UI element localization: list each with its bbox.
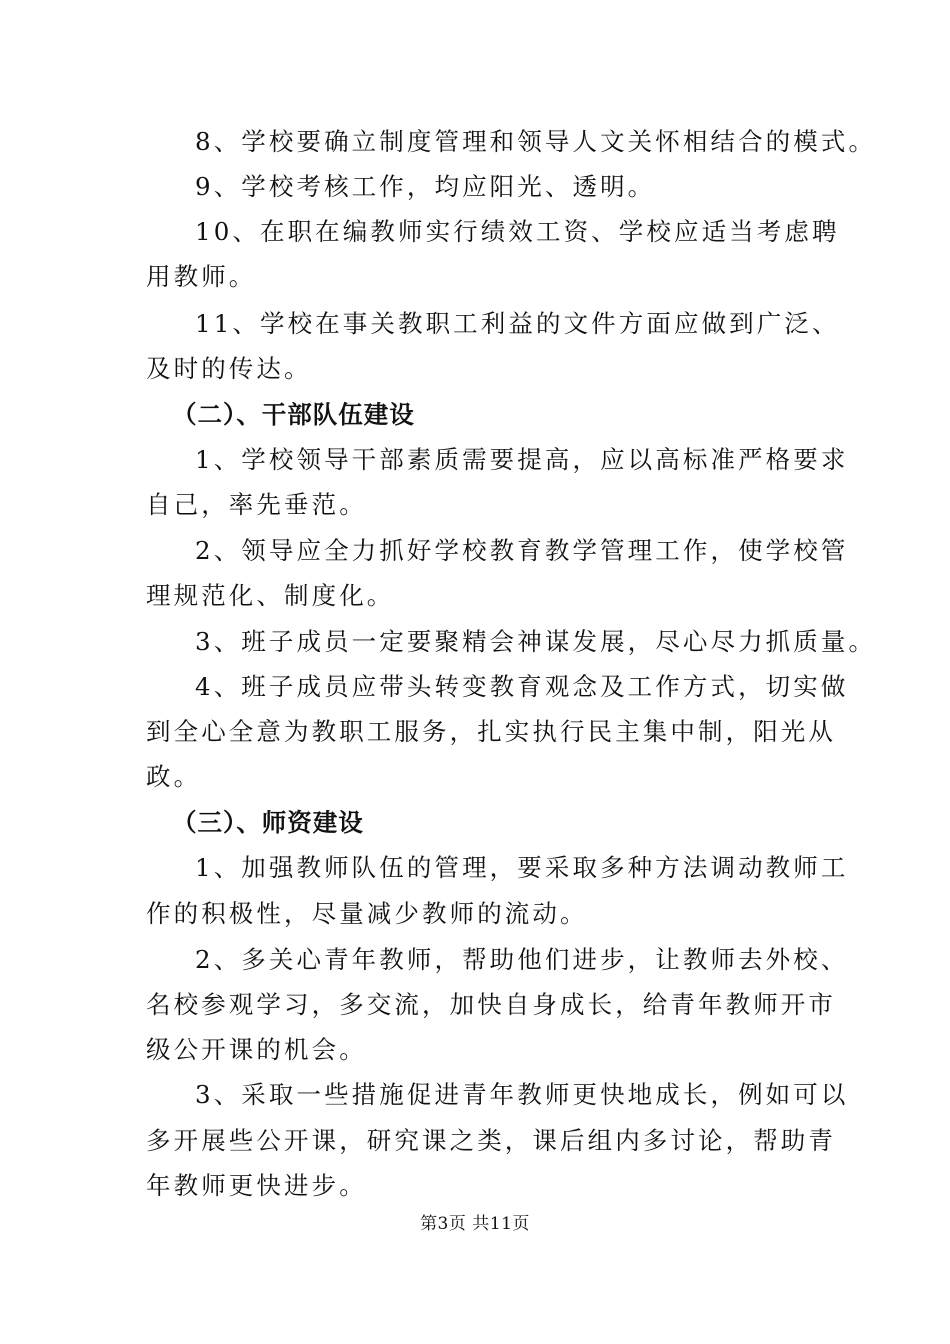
paragraph-line: 年教师更快进步。 xyxy=(146,1171,367,1200)
section-heading: （三）、师资建设 xyxy=(172,808,364,837)
paragraph-line: 理规范化、制度化。 xyxy=(146,581,395,610)
paragraph-line: 名校参观学习，多交流，加快自身成长，给青年教师开市 xyxy=(146,990,836,1019)
paragraph-line: 2、多关心青年教师，帮助他们进步，让教师去外校、 xyxy=(195,945,849,974)
paragraph-line: 8、学校要确立制度管理和领导人文关怀相结合的模式。 xyxy=(195,127,877,156)
paragraph-line: 政。 xyxy=(146,762,202,791)
paragraph-line: 自己，率先垂范。 xyxy=(146,490,367,519)
paragraph-line: 2、领导应全力抓好学校教育教学管理工作，使学校管 xyxy=(195,536,849,565)
paragraph-line: 10、在职在编教师实行绩效工资、学校应适当考虑聘 xyxy=(195,217,840,246)
paragraph-line: 4、班子成员应带头转变教育观念及工作方式，切实做 xyxy=(195,672,849,701)
paragraph-line: 及时的传达。 xyxy=(146,354,312,383)
page-footer: 第3页 共11页 xyxy=(420,1214,530,1234)
paragraph-line: 9、学校考核工作，均应阳光、透明。 xyxy=(195,172,656,201)
paragraph-line: 用教师。 xyxy=(146,262,257,291)
paragraph-line: 11、学校在事关教职工利益的文件方面应做到广泛、 xyxy=(195,309,840,338)
paragraph-line: 3、班子成员一定要聚精会神谋发展，尽心尽力抓质量。 xyxy=(195,627,877,656)
paragraph-line: 多开展些公开课，研究课之类，课后组内多讨论，帮助青 xyxy=(146,1126,836,1155)
paragraph-line: 1、加强教师队伍的管理，要采取多种方法调动教师工 xyxy=(195,853,849,882)
paragraph-line: 作的积极性，尽量减少教师的流动。 xyxy=(146,899,588,928)
paragraph-line: 1、学校领导干部素质需要提高，应以高标准严格要求 xyxy=(195,445,849,474)
paragraph-line: 3、采取一些措施促进青年教师更快地成长，例如可以 xyxy=(195,1080,849,1109)
paragraph-line: 级公开课的机会。 xyxy=(146,1035,367,1064)
section-heading: （二）、干部队伍建设 xyxy=(172,400,415,429)
paragraph-line: 到全心全意为教职工服务，扎实执行民主集中制，阳光从 xyxy=(146,717,836,746)
